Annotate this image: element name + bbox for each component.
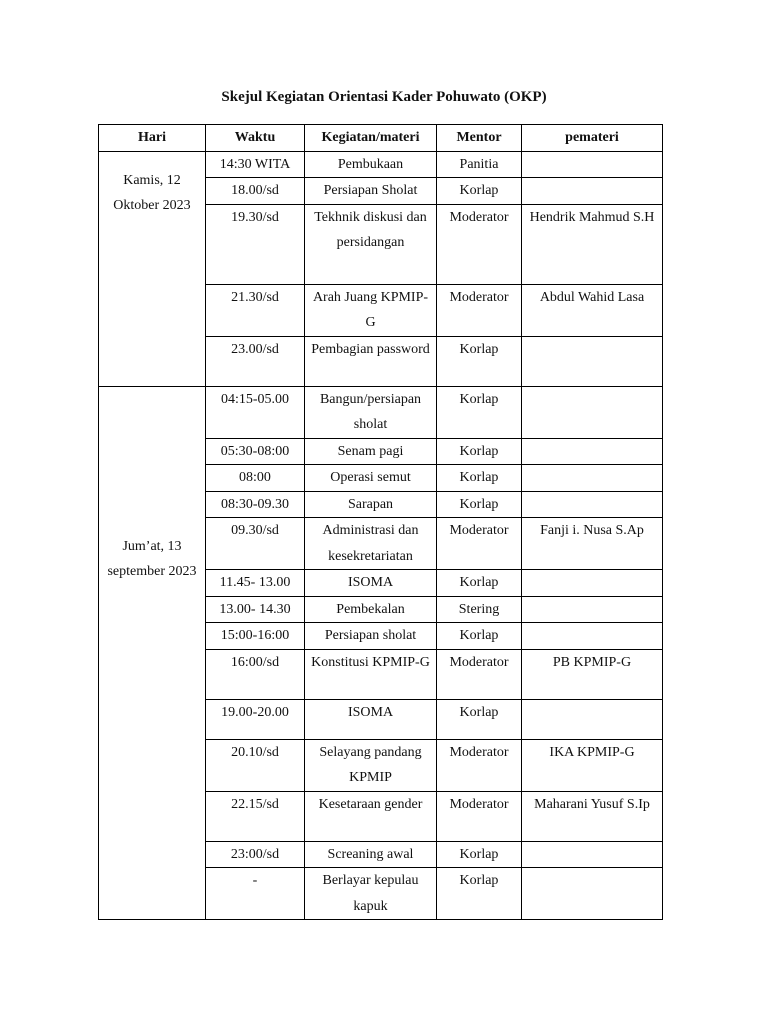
cell-waktu: 14:30 WITA	[206, 151, 305, 178]
cell-pemateri	[522, 623, 663, 650]
cell-waktu: 08:30-09.30	[206, 491, 305, 518]
schedule-table	[98, 124, 663, 920]
cell-kegiatan: ISOMA	[305, 699, 437, 739]
cell-mentor: Moderator	[437, 739, 522, 791]
cell-waktu: 22.15/sd	[206, 791, 305, 841]
cell-mentor: Korlap	[437, 465, 522, 492]
column-header-kegiatan: Kegiatan/materi	[305, 125, 437, 152]
cell-mentor: Panitia	[437, 151, 522, 178]
cell-mentor: Korlap	[437, 178, 522, 205]
column-header-waktu: Waktu	[206, 125, 305, 152]
cell-kegiatan: Sarapan	[305, 491, 437, 518]
column-header-hari: Hari	[99, 125, 206, 152]
cell-kegiatan: ISOMA	[305, 570, 437, 597]
cell-pemateri	[522, 868, 663, 920]
cell-mentor: Korlap	[437, 868, 522, 920]
cell-waktu: 23:00/sd	[206, 841, 305, 868]
header-row	[99, 125, 663, 152]
cell-kegiatan: Tekhnik diskusi dan persidangan	[305, 204, 437, 284]
cell-pemateri	[522, 596, 663, 623]
cell-waktu: 11.45- 13.00	[206, 570, 305, 597]
cell-kegiatan: Selayang pandang KPMIP	[305, 739, 437, 791]
cell-mentor: Korlap	[437, 386, 522, 438]
cell-pemateri	[522, 386, 663, 438]
cell-pemateri	[522, 491, 663, 518]
cell-pemateri	[522, 178, 663, 205]
cell-kegiatan: Screaning awal	[305, 841, 437, 868]
cell-kegiatan: Administrasi dan kesekretariatan	[305, 518, 437, 570]
cell-kegiatan: Pembukaan	[305, 151, 437, 178]
cell-pemateri: IKA KPMIP-G	[522, 739, 663, 791]
cell-pemateri	[522, 841, 663, 868]
cell-hari: Kamis, 12 Oktober 2023	[99, 151, 206, 386]
cell-waktu: 13.00- 14.30	[206, 596, 305, 623]
cell-kegiatan: Senam pagi	[305, 438, 437, 465]
cell-pemateri	[522, 438, 663, 465]
schedule-body	[99, 151, 663, 920]
cell-mentor: Korlap	[437, 336, 522, 386]
cell-pemateri: PB KPMIP-G	[522, 649, 663, 699]
schedule-row	[99, 151, 663, 178]
cell-mentor: Moderator	[437, 791, 522, 841]
cell-mentor: Moderator	[437, 649, 522, 699]
cell-mentor: Moderator	[437, 518, 522, 570]
cell-waktu: -	[206, 868, 305, 920]
cell-kegiatan: Persiapan Sholat	[305, 178, 437, 205]
document-title: Skejul Kegiatan Orientasi Kader Pohuwato (OKP)	[221, 89, 547, 105]
cell-pemateri	[522, 570, 663, 597]
cell-waktu: 19.30/sd	[206, 204, 305, 284]
cell-waktu: 23.00/sd	[206, 336, 305, 386]
cell-pemateri	[522, 465, 663, 492]
cell-kegiatan: Pembekalan	[305, 596, 437, 623]
cell-waktu: 16:00/sd	[206, 649, 305, 699]
schedule-row	[99, 386, 663, 438]
cell-pemateri: Abdul Wahid Lasa	[522, 284, 663, 336]
cell-mentor: Moderator	[437, 204, 522, 284]
column-header-pemateri: pemateri	[522, 125, 663, 152]
cell-mentor: Korlap	[437, 841, 522, 868]
cell-kegiatan: Kesetaraan gender	[305, 791, 437, 841]
cell-pemateri: Hendrik Mahmud S.H	[522, 204, 663, 284]
cell-pemateri	[522, 699, 663, 739]
cell-kegiatan: Persiapan sholat	[305, 623, 437, 650]
cell-pemateri: Maharani Yusuf S.Ip	[522, 791, 663, 841]
cell-kegiatan: Pembagian password	[305, 336, 437, 386]
cell-mentor: Korlap	[437, 623, 522, 650]
cell-kegiatan: Operasi semut	[305, 465, 437, 492]
cell-kegiatan: Konstitusi KPMIP-G	[305, 649, 437, 699]
cell-waktu: 18.00/sd	[206, 178, 305, 205]
cell-waktu: 05:30-08:00	[206, 438, 305, 465]
cell-mentor: Korlap	[437, 438, 522, 465]
cell-pemateri: Fanji i. Nusa S.Ap	[522, 518, 663, 570]
cell-hari: Jum’at, 13 september 2023	[99, 386, 206, 920]
cell-waktu: 09.30/sd	[206, 518, 305, 570]
cell-waktu: 15:00-16:00	[206, 623, 305, 650]
cell-waktu: 08:00	[206, 465, 305, 492]
cell-waktu: 20.10/sd	[206, 739, 305, 791]
cell-kegiatan: Berlayar kepulau kapuk	[305, 868, 437, 920]
column-header-mentor: Mentor	[437, 125, 522, 152]
cell-pemateri	[522, 336, 663, 386]
cell-kegiatan: Bangun/persiapan sholat	[305, 386, 437, 438]
cell-mentor: Korlap	[437, 570, 522, 597]
cell-mentor: Korlap	[437, 491, 522, 518]
cell-mentor: Korlap	[437, 699, 522, 739]
cell-waktu: 04:15-05.00	[206, 386, 305, 438]
cell-waktu: 19.00-20.00	[206, 699, 305, 739]
cell-waktu: 21.30/sd	[206, 284, 305, 336]
cell-kegiatan: Arah Juang KPMIP-G	[305, 284, 437, 336]
cell-mentor: Moderator	[437, 284, 522, 336]
cell-mentor: Stering	[437, 596, 522, 623]
cell-pemateri	[522, 151, 663, 178]
